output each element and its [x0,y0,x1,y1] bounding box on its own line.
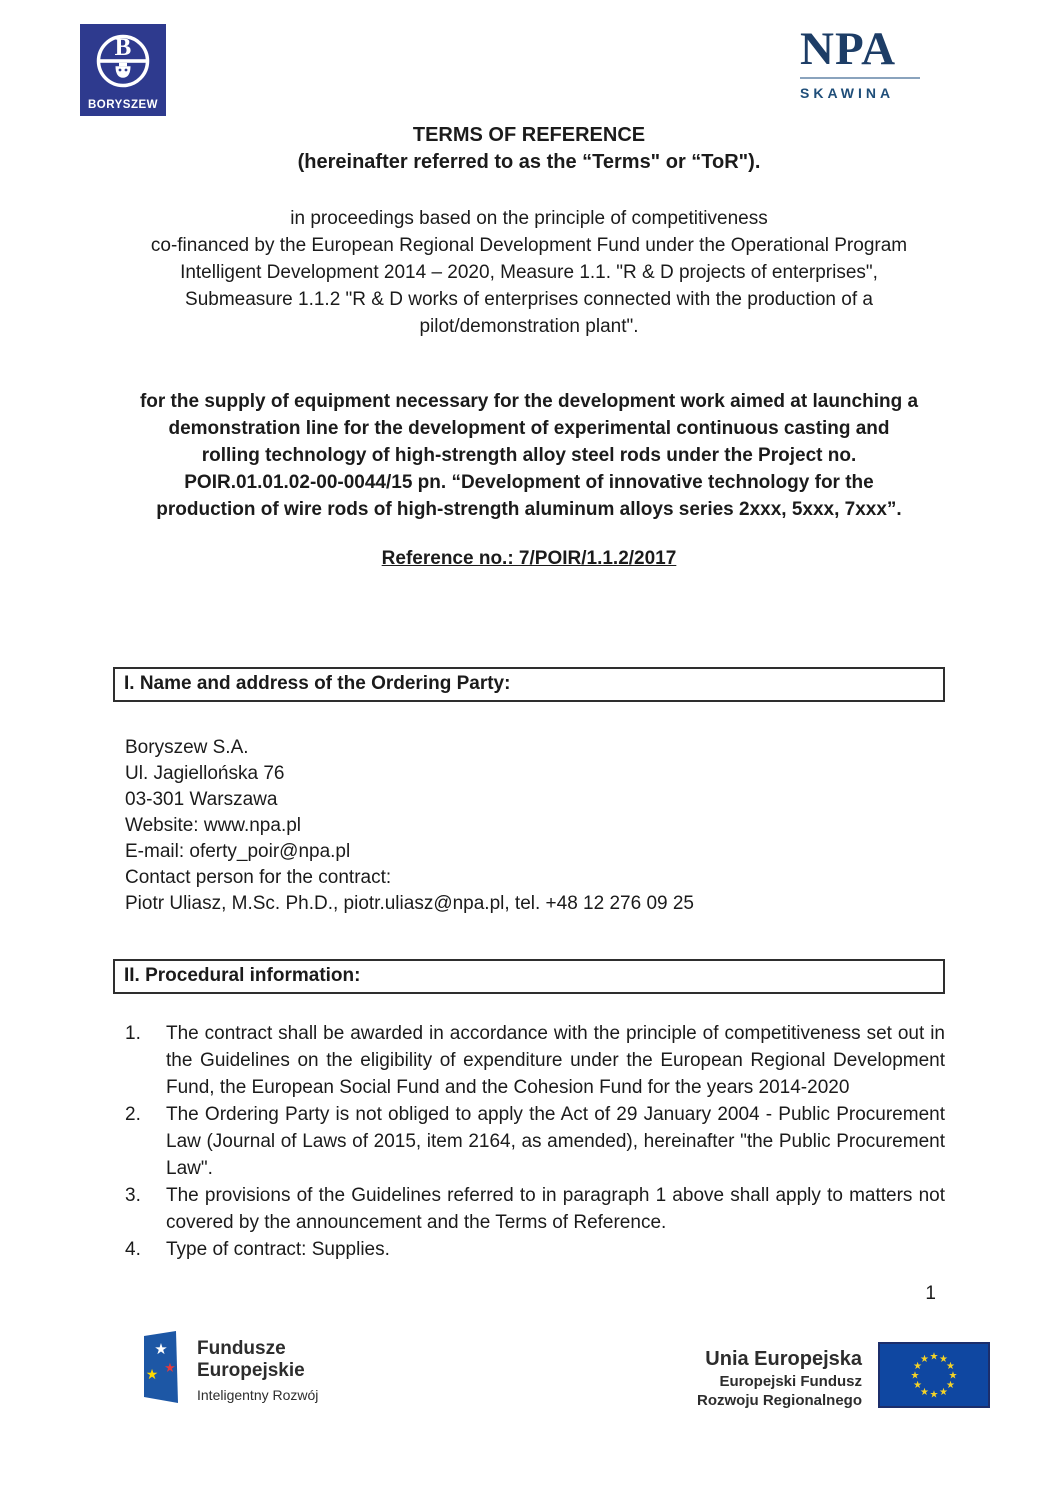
list-item-number: 3. [125,1185,141,1206]
fundusze-line-3: Inteligentny Rozwój [197,1387,319,1403]
title-line-1: TERMS OF REFERENCE [412,124,646,146]
document-body [113,115,945,1263]
list-item-text: The provisions of the Guidelines referred to in paragraph 1 above shall apply to matters not covered by the announcement and the Terms of Reference. [166,1185,945,1233]
svg-text:★: ★ [945,1380,955,1391]
eu-line-2: Europejski Fundusz [719,1373,862,1390]
list-item [125,1020,945,1101]
address-line: Contact person for the contract: [125,867,392,888]
footer [0,1328,1058,1410]
boryszew-logo [80,24,166,116]
address-line: Piotr Uliasz, M.Sc. Ph.D., piotr.uliasz@npa.pl, tel. +48 12 276 09 25 [125,893,694,914]
address-line: 03-301 Warszawa [125,789,278,810]
eu-line-3: Rozwoju Regionalnego [697,1392,862,1409]
svg-text:★: ★ [939,1387,948,1398]
boryszew-wordmark: BORYSZEW [87,99,159,111]
svg-text:★: ★ [910,1370,920,1382]
subject-paragraph [113,388,945,523]
svg-text:★: ★ [939,1354,948,1365]
svg-text:★: ★ [920,1387,929,1398]
svg-text:★: ★ [945,1361,955,1372]
fundusze-flag-icon [142,1328,180,1406]
subject-line: rolling technology of high-strength alloy steel rods under the Project no. [201,445,857,466]
list-item-number: 2. [125,1104,141,1125]
svg-text:★: ★ [913,1380,923,1391]
npa-logo [800,24,920,101]
intro-line: in proceedings based on the principle of competitiveness [290,208,768,229]
address-line: Ul. Jagiellońska 76 [125,763,285,784]
subject-line: POIR.01.01.02-00-0044/15 pn. “Development of innovative technology for the [184,472,874,493]
fe-star-white: ★ [154,1341,168,1358]
reference-number: Reference no.: 7/POIR/1.1.2/2017 [381,548,677,569]
list-item [125,1101,945,1182]
svg-text:★: ★ [948,1370,958,1382]
section-1-heading: I. Name and address of the Ordering Party: [113,667,945,702]
address-line: Boryszew S.A. [125,737,249,758]
svg-text:★: ★ [929,1389,939,1401]
eu-line-1: Unia Europejska [705,1348,862,1370]
list-item [125,1182,945,1236]
intro-line: pilot/demonstration plant". [419,316,639,337]
subject-line: production of wire rods of high-strength aluminum alloys series 2xxx, 5xxx, 7xxx”. [156,499,902,520]
title-line-2: (hereinafter referred to as the “Terms" or “ToR"). [297,151,761,173]
svg-text:★: ★ [929,1351,939,1363]
unia-europejska-logo [697,1342,990,1410]
eu-text [697,1342,862,1410]
fundusze-line-2: Europejskie [197,1360,305,1381]
npa-subtitle: SKAWINA [800,85,895,101]
fe-star-red: ★ [164,1360,176,1375]
boryszew-monogram: B [114,34,132,61]
intro-paragraph [113,205,945,340]
svg-text:★: ★ [913,1361,923,1372]
address-line: Website: www.npa.pl [125,815,302,836]
intro-line: co-financed by the European Regional Development Fund under the Operational Program [150,235,908,256]
list-item-text: The Ordering Party is not obliged to apply the Act of 29 January 2004 - Public Procurement Law (Journal of Laws of 2015, item 2164, as amended), hereinafter "the Public Procurement Law". [166,1104,945,1179]
section-2-heading: II. Procedural information: [113,959,945,994]
list-item-text: The contract shall be awarded in accordance with the principle of competitiveness set out in the Guidelines on the eligibility of expenditure under the European Regional Development Fund, the European Social Fund and the Cohesion Fund for the years 2014-2020 [166,1023,945,1098]
fundusze-line-1: Fundusze [197,1338,286,1359]
eu-flag-icon [878,1342,990,1408]
subject-line: demonstration line for the development of experimental continuous casting and [168,418,890,439]
list-item-text: Type of contract: Supplies. [166,1239,390,1260]
subject-line: for the supply of equipment necessary for the development work aimed at launching a [139,391,919,412]
svg-text:★: ★ [920,1354,929,1365]
fundusze-europejskie-logo [142,1328,318,1406]
list-item-number: 4. [125,1239,141,1260]
intro-line: Intelligent Development 2014 – 2020, Measure 1.1. "R & D projects of enterprises", [180,262,878,283]
header [80,24,920,116]
ordering-party-address [113,735,945,917]
list-item-number: 1. [125,1023,141,1044]
npa-wordmark: NPA [800,23,897,75]
fe-star-yellow: ★ [145,1366,159,1382]
address-line: E-mail: oferty_poir@npa.pl [125,841,351,862]
fundusze-text [197,1328,318,1405]
procedural-list [113,1020,945,1263]
intro-line: Submeasure 1.1.2 "R & D works of enterprises connected with the production of a [185,289,873,310]
page-number: 1 [925,1283,936,1304]
list-item [125,1236,945,1263]
document-title [113,122,945,176]
npa-divider [800,77,920,79]
